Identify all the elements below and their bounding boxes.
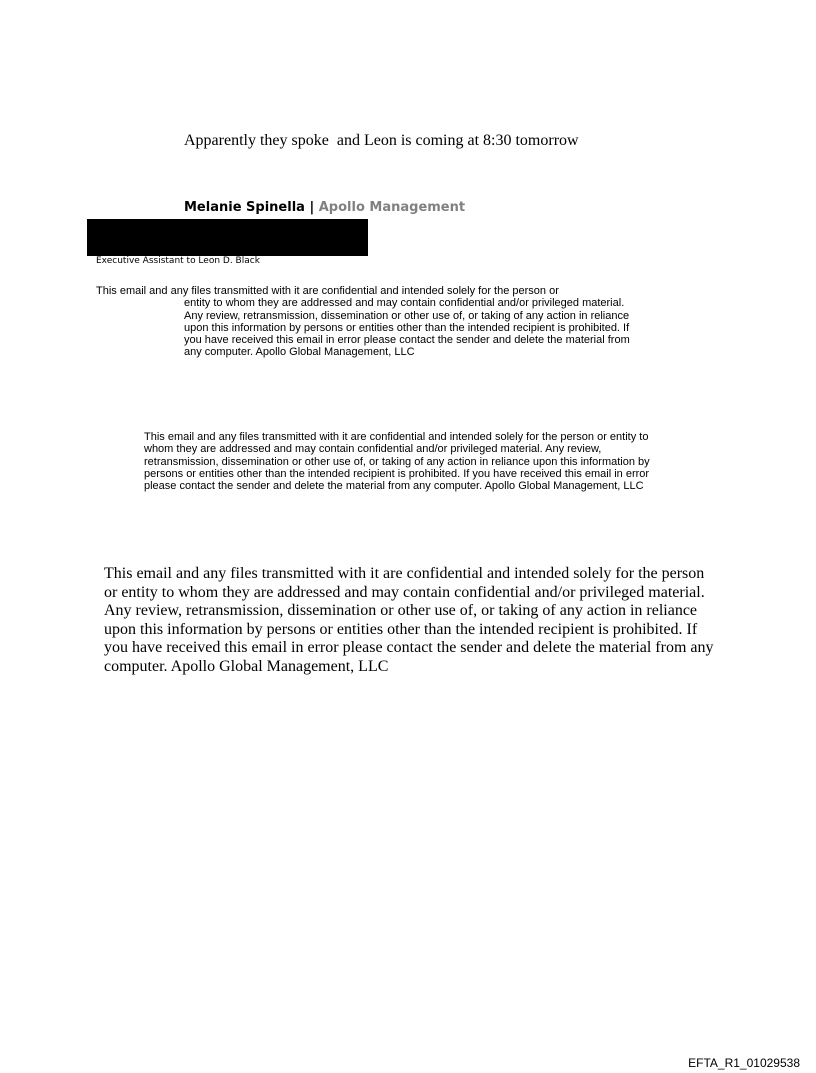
disclaimer-block-3: This email and any files transmitted with it are confidential and intended solely for the person or entity to whom they are addressed and may contain confidential and/or privileged material. Any review, retransmission, dissemination or other use of, or taking of any action in reliance upon this information by persons or entities other than the intended recipient is prohibited. If you have received this email in error please contact the sender and delete the material from any computer. Apollo Global Management, LLC [104,565,714,675]
signature-title: Executive Assistant to Leon D. Black [96,256,260,266]
disclaimer-block-2: This email and any files transmitted with it are confidential and intended solely for the person or entity to whom they are addressed and may contain confidential and/or privileged material. Any review, retransmission, dissemination or other use of, or taking of any action in reliance upon this information by persons or entities other than the intended recipient is prohibited. If you have received this email in error please contact the sender and delete the material from any computer. Apollo Global Management, LLC [144,431,650,493]
redaction-block [87,219,368,256]
disclaimer-1-first-line: This email and any files transmitted with it are confidential and intended solely for the person or [96,285,559,297]
signature-name: Melanie Spinella [184,200,305,215]
disclaimer-block-1 [96,285,636,359]
signature-name-line [184,200,465,216]
disclaimer-1-continuation: entity to whom they are addressed and may contain confidential and/or privileged material. Any review, retransmission, dissemination or other use of, or taking of any action in reliance upon this information by persons or entities other than the intended recipient is prohibited. If you have received this email in error please contact the sender and delete the material from any computer. Apollo Global Management, LLC [184,297,630,359]
signature-separator: | [304,200,319,215]
bates-number: EFTA_R1_01029538 [688,1056,800,1070]
message-body: Apparently they spoke and Leon is coming at 8:30 tomorrow [184,132,579,149]
signature-company: Apollo Management [318,200,466,215]
